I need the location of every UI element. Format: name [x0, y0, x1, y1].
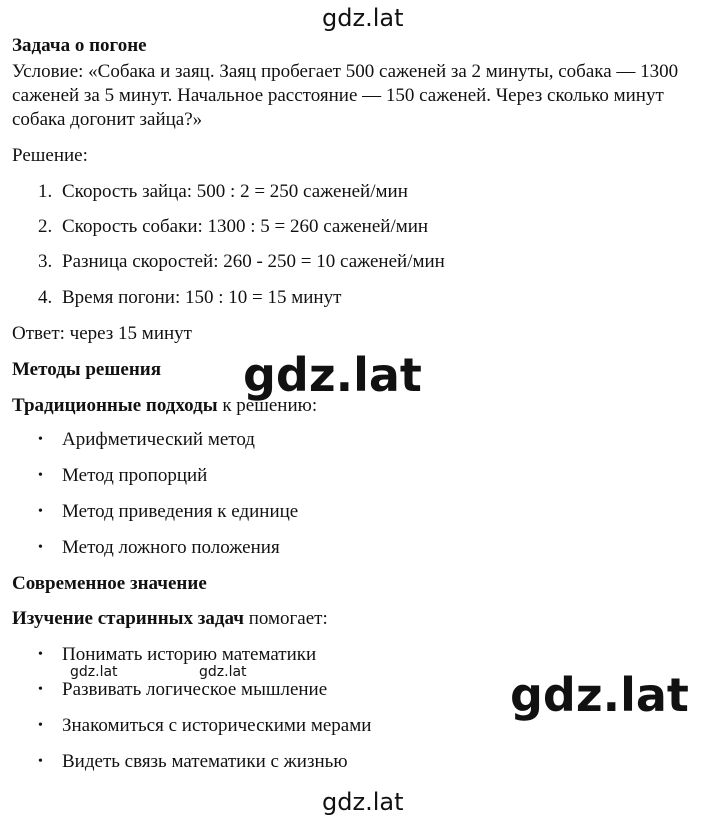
watermark-right: gdz.lat	[510, 668, 689, 722]
modern-intro	[12, 607, 328, 631]
benefit-label: Развивать логическое мышление	[62, 679, 328, 700]
methods-intro-rest: к решению:	[217, 395, 318, 416]
methods-intro-bold: Традиционные подходы	[12, 395, 218, 416]
method-label: Метод пропорций	[62, 465, 208, 486]
list-item	[38, 500, 298, 526]
step-number: 2.	[38, 216, 53, 237]
bullet-icon: •	[38, 540, 43, 555]
bullet-icon: •	[38, 468, 43, 483]
step-text: Разница скоростей: 260 - 250 = 10 саженей/мин	[62, 251, 445, 272]
watermark-small-left: gdz.lat	[70, 664, 118, 680]
modern-intro-rest: помогает:	[243, 608, 328, 629]
step-text: Скорость собаки: 1300 : 5 = 260 саженей/мин	[62, 216, 429, 237]
list-item	[38, 536, 280, 562]
bullet-icon: •	[38, 682, 43, 697]
list-item	[38, 215, 428, 239]
list-item	[38, 428, 255, 454]
list-item	[38, 714, 371, 740]
watermark-middle: gdz.lat	[243, 348, 422, 402]
method-label: Метод приведения к единице	[62, 501, 299, 522]
bullet-icon: •	[38, 754, 43, 769]
task-condition: Условие: «Собака и заяц. Заяц пробегает 500 саженей за 2 минуты, собака — 1300 саженей за 5 минут. Начальное расстояние — 150 саженей. Через сколько минут собака догонит зайца?»	[12, 61, 679, 130]
modern-intro-bold: Изучение старинных задач	[12, 608, 244, 629]
list-item	[38, 678, 327, 704]
task-heading: Задача о погоне	[12, 35, 147, 56]
bullet-icon: •	[38, 432, 43, 447]
solution-label: Решение:	[12, 145, 88, 166]
watermark-top: gdz.lat	[322, 4, 404, 32]
method-label: Арифметический метод	[62, 429, 255, 450]
step-number: 1.	[38, 181, 53, 202]
bullet-icon: •	[38, 718, 43, 733]
step-text: Скорость зайца: 500 : 2 = 250 саженей/мин	[62, 181, 408, 202]
benefit-label: Видеть связь математики с жизнью	[62, 751, 348, 772]
list-item	[38, 180, 408, 204]
list-item	[38, 286, 341, 310]
method-label: Метод ложного положения	[62, 537, 280, 558]
watermark-bottom: gdz.lat	[322, 788, 404, 816]
list-item	[38, 464, 207, 490]
benefit-label: Знакомиться с историческими мерами	[62, 715, 372, 736]
list-item	[38, 750, 348, 776]
bullet-icon: •	[38, 647, 43, 662]
step-number: 3.	[38, 251, 53, 272]
answer-text: Ответ: через 15 минут	[12, 323, 192, 344]
methods-heading: Методы решения	[12, 359, 161, 380]
step-text: Время погони: 150 : 10 = 15 минут	[62, 287, 342, 308]
watermark-small-center: gdz.lat	[199, 664, 247, 680]
bullet-icon: •	[38, 504, 43, 519]
step-number: 4.	[38, 287, 53, 308]
benefit-label: Понимать историю математики	[62, 644, 317, 665]
list-item	[38, 250, 445, 274]
modern-heading: Современное значение	[12, 573, 207, 594]
